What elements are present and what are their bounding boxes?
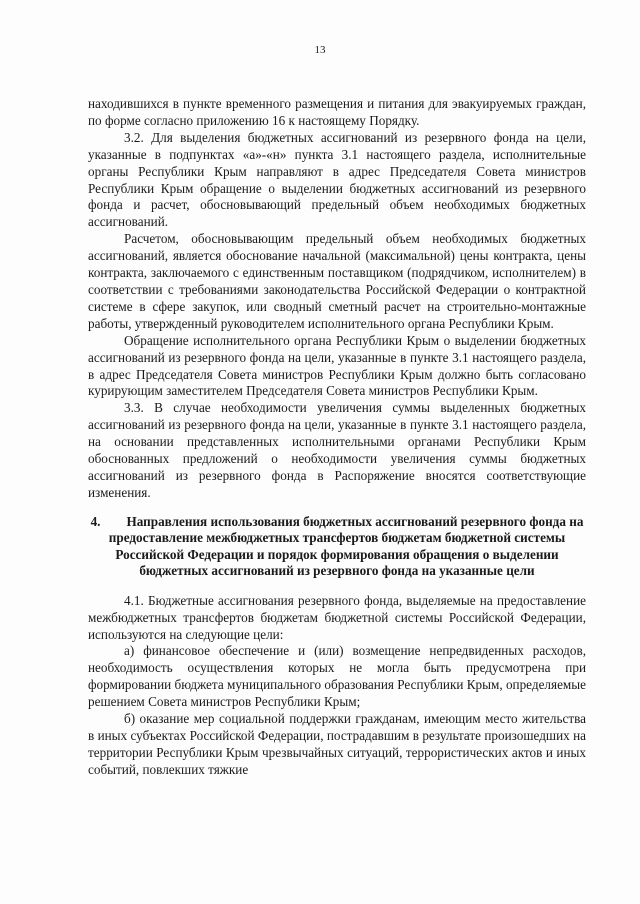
page-number: 13 [314, 44, 326, 56]
paragraph: находившихся в пункте временного размещения и питания для эвакуируемых граждан, по форме согласно приложению 16 к настоящему Порядку. [88, 96, 586, 128]
paragraph: Обращение исполнительного органа Республики Крым о выделении бюджетных ассигнований из резервного фонда на цели, указанные в пункте 3.1 настоящего раздела, в адрес Председателя Совета министров Республики Крым должно быть согласовано курирующим заместителем Председателя Совета министров Республики Крым. [88, 332, 586, 399]
document-body [88, 96, 586, 779]
section-heading [88, 514, 586, 580]
paragraph: 3.3. В случае необходимости увеличения суммы выделенных бюджетных ассигнований из резервного фонда на цели, указанные в пункте 3.1 настоящего раздела, на основании представленных исполнительными органами Республики Крым обоснованных предложений о необходимости увеличения суммы бюджетных ассигнований из резервного фонда в Распоряжение вносятся соответствующие изменения. [88, 400, 586, 500]
section-title: Направления использования бюджетных ассигнований резервного фонда на предоставление межбюджетных трансфертов бюджетам бюджетной системы Российской Федерации и порядок формирования обращения о выделении бюджетных ассигнований из резервного фонда на указанные цели [108, 513, 584, 579]
section-number: 4. [90, 513, 101, 529]
paragraph: б) оказание мер социальной поддержки гражданам, имеющим место жительства в иных субъектах Российской Федерации, пострадавшим в результате произошедших на территории Республики Крым чрезвычайных ситуаций, террористических актов и иных событий, повлекших тяжкие [88, 711, 586, 777]
paragraph: а) финансовое обеспечение и (или) возмещение непредвиденных расходов, необходимость осуществления которых не могла быть предусмотрена при формировании бюджета муниципального образования Республики Крым, определяемые решением Совета министров Республики Крым; [88, 643, 586, 710]
paragraph: 3.2. Для выделения бюджетных ассигнований из резервного фонда на цели, указанные в подпунктах «а»-«н» пункта 3.1 настоящего раздела, исполнительные органы Республики Крым направляют в адрес Председателя Совета министров Республики Крым обращение о выделении бюджетных ассигнований из резервного фонда и расчет, обосновывающий предельный объем необходимых бюджетных ассигнований. [88, 129, 586, 230]
paragraph: 4.1. Бюджетные ассигнования резервного фонда, выделяемые на предоставление межбюджетных трансфертов бюджетам бюджетной системы Российской Федерации, используются на следующие цели: [88, 592, 586, 642]
paragraph: Расчетом, обосновывающим предельный объем необходимых бюджетных ассигнований, является обоснование начальной (максимальной) цены контракта, цены контракта, заключаемого с единственным поставщиком (подрядчиком, исполнителем) в соответствии с требованиями законодательства Российской Федерации о контрактной системе в сфере закупок, или сводный сметный расчет на строительно-монтажные работы, утвержденный руководителем исполнительного органа Республики Крым. [88, 231, 586, 331]
